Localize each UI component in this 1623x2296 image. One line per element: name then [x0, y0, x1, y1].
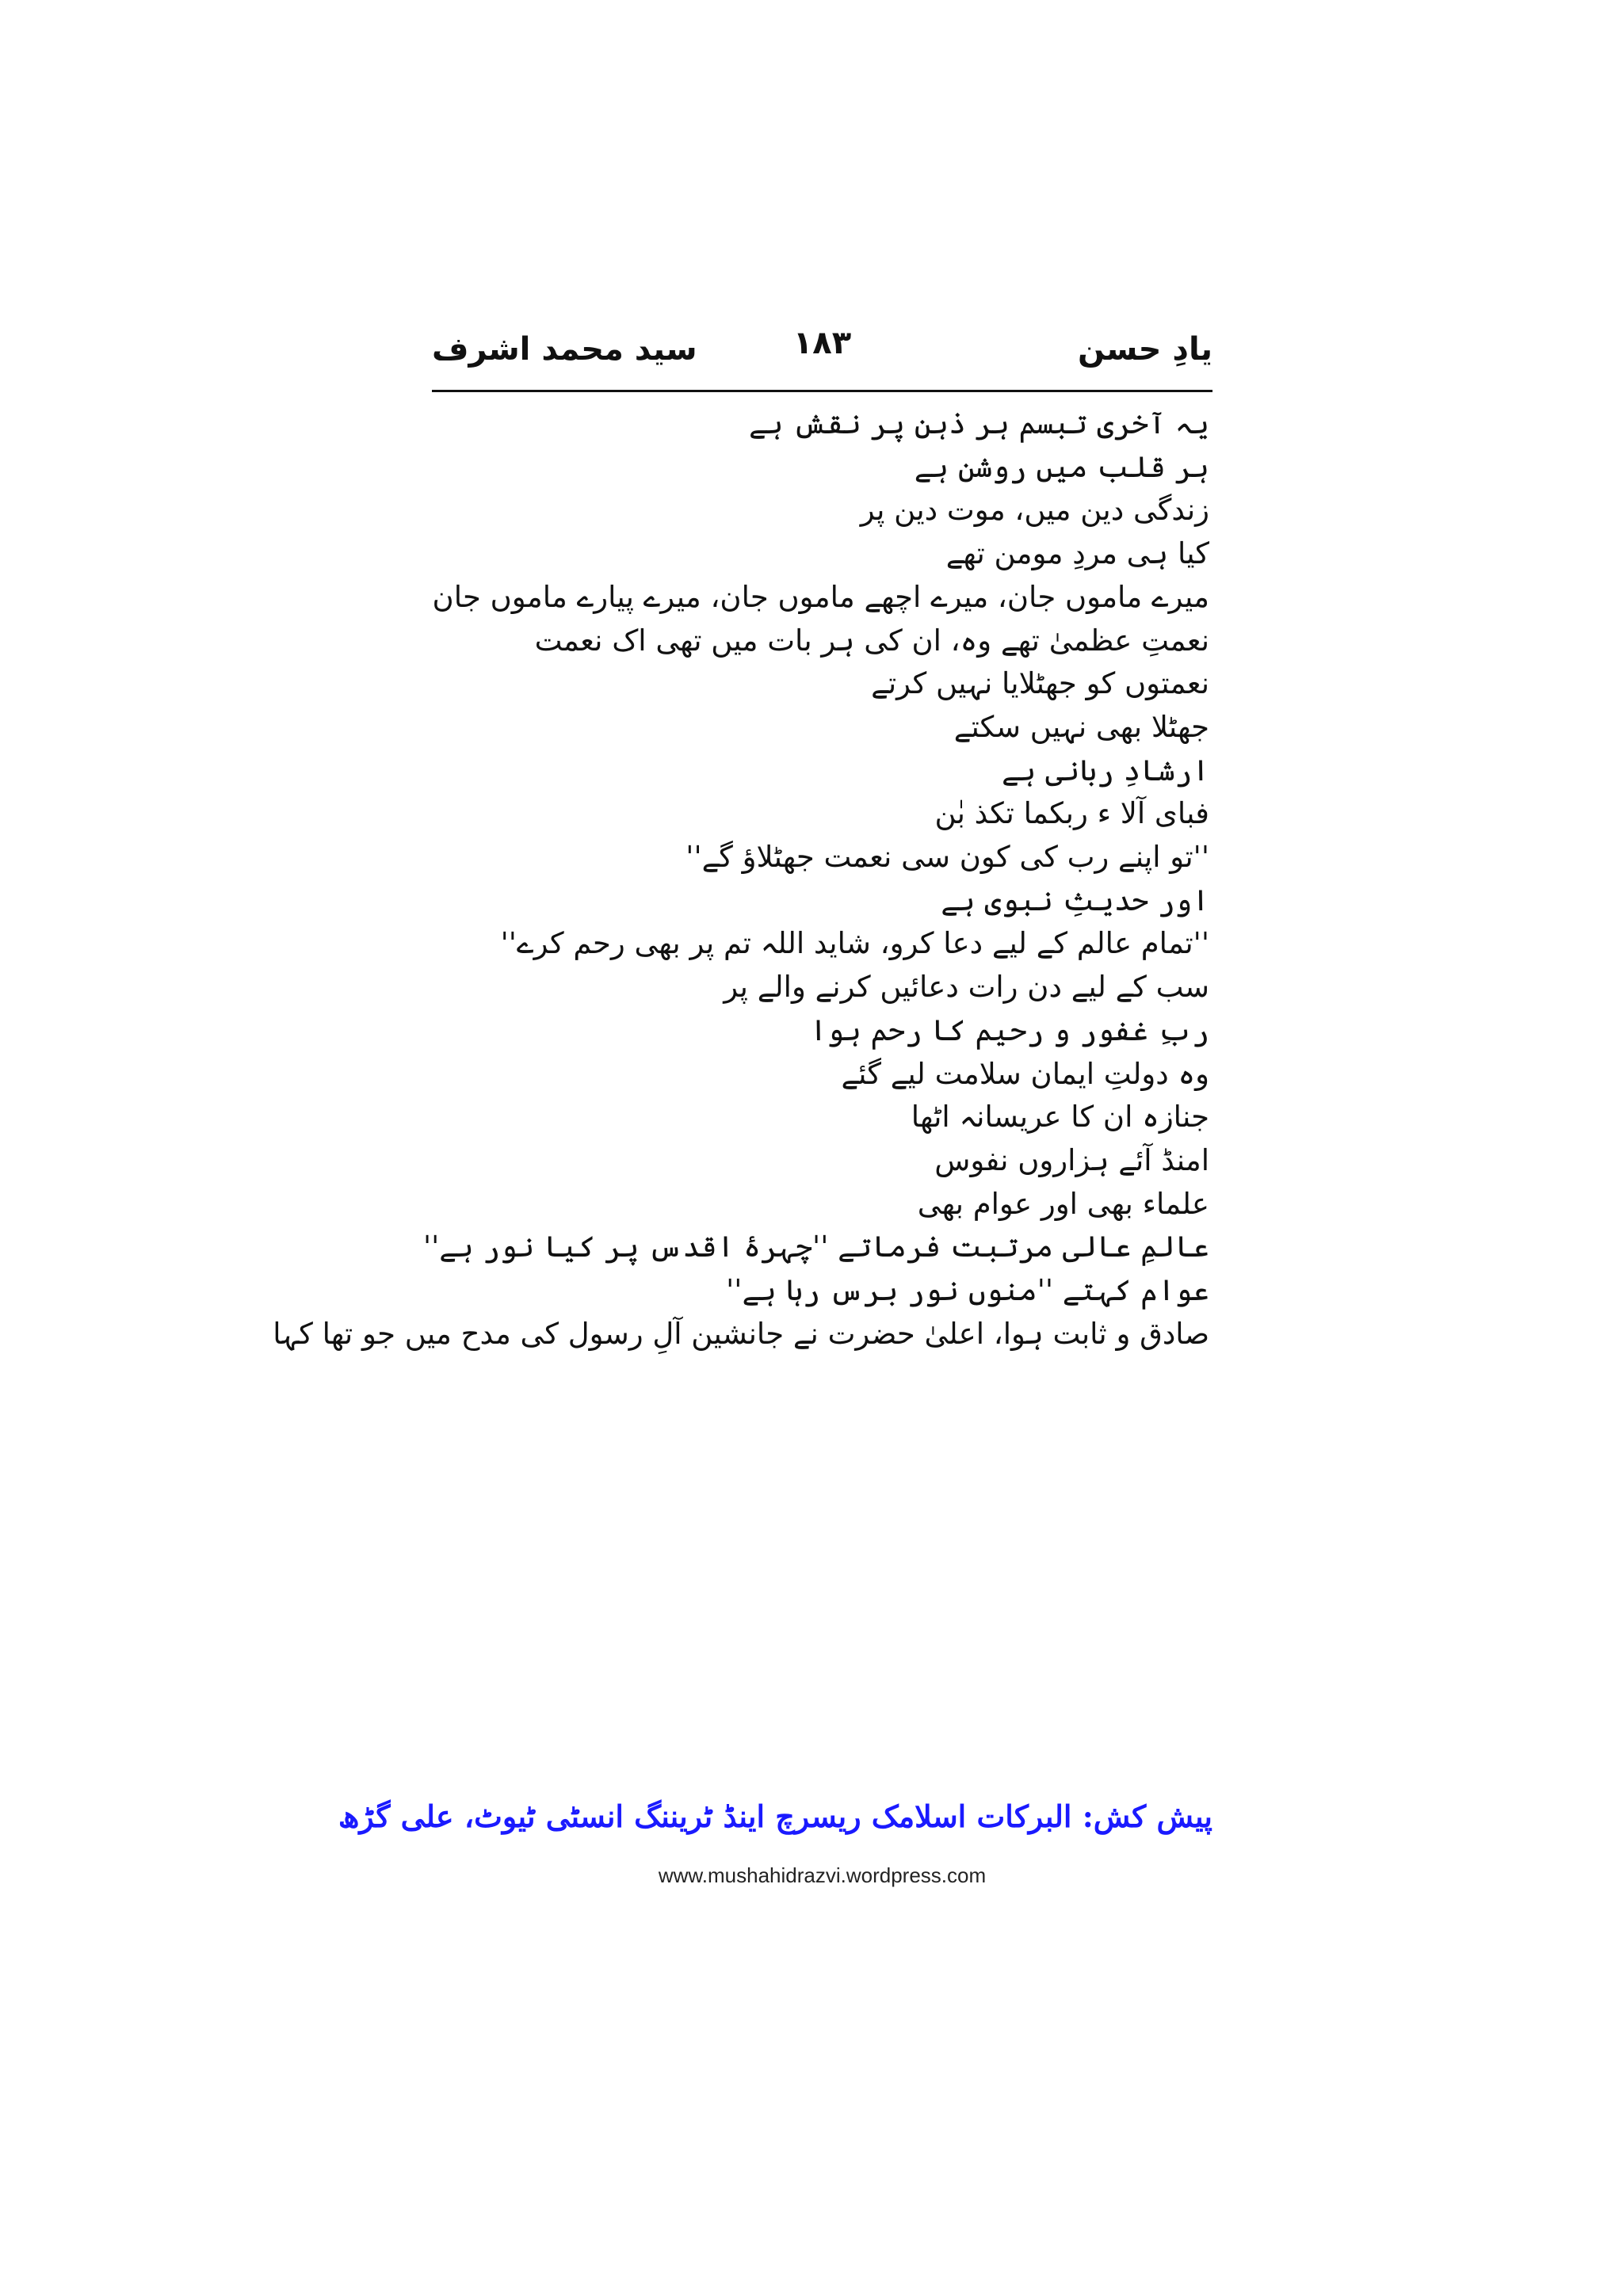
- poem-line: ''تمام عالم کے لیے دعا کرو، شاید اللہ تم پر بھی رحم کرے'': [500, 926, 1209, 961]
- poem-line: فبای آلا ء ربکما تکذ بٰن: [934, 796, 1209, 831]
- poem-line: ارشادِ ربانی ہے: [1002, 753, 1209, 788]
- author-name: سید محمد اشرف: [432, 331, 697, 368]
- poem-line: عالمِ عالی مرتبت فرماتے ''چہرۂ اقدس پر کیا نور ہے'': [422, 1230, 1209, 1264]
- poem-line: جنازہ ان کا عریسانہ اٹھا: [911, 1100, 1209, 1135]
- poem-line: اور حدیثِ نبوی ہے: [941, 883, 1209, 917]
- poem-line: صادق و ثابت ہوا، اعلیٰ حضرت نے جانشین آلِ رسول کی مدح میں جو تھا کہا: [273, 1316, 1209, 1351]
- poem-line: میرے ماموں جان، میرے اچھے ماموں جان، میرے پیارے ماموں جان: [432, 579, 1209, 614]
- poem-line: وہ دولتِ ایمان سلامت لیے گئے: [841, 1056, 1209, 1091]
- page-number: ۱۸۳: [792, 325, 852, 361]
- website-url[interactable]: www.mushahidrazvi.wordpress.com: [658, 1863, 987, 1887]
- page-header: [432, 317, 1212, 388]
- poem-line: کیا ہی مردِ مومن تھے: [945, 536, 1209, 571]
- publisher-credit: پیش کش: البرکات اسلامک ریسرچ اینڈ ٹریننگ انسٹی ٹیوٹ، علی گڑھ: [338, 1798, 1212, 1834]
- poem-line: ربِ غفور و رحیم کا رحم ہوا: [809, 1013, 1209, 1047]
- poem-line: امنڈ آئے ہزاروں نفوس: [934, 1142, 1209, 1177]
- header-divider: [432, 390, 1212, 392]
- poem-line: نعمتِ عظمیٰ تھے وہ، ان کی ہر بات میں تھی اک نعمت: [534, 623, 1209, 658]
- poem-line: عوام کہتے ''منوں نور برس رہا ہے'': [726, 1273, 1209, 1308]
- poem-line: ''تو اپنے رب کی کون سی نعمت جھٹلاؤ گے'': [685, 840, 1209, 875]
- poem-line: سب کے لیے دن رات دعائیں کرنے والے پر: [724, 970, 1209, 1005]
- poem-line: نعمتوں کو جھٹلایا نہیں کرتے: [871, 666, 1209, 701]
- poem-line: یہ آخری تبسم ہر ذہن پر نقش ہے: [749, 406, 1209, 441]
- book-title: یادِ حسن: [1077, 331, 1212, 368]
- poem-body: [273, 402, 1212, 1356]
- poem-line: ہر قلب میں روشن ہے: [914, 449, 1209, 484]
- poem-line: جھٹلا بھی نہیں سکتے: [953, 709, 1209, 744]
- poem-line: علماء بھی اور عوام بھی: [917, 1186, 1209, 1221]
- poem-line: زندگی دین میں، موت دین پر: [860, 493, 1209, 528]
